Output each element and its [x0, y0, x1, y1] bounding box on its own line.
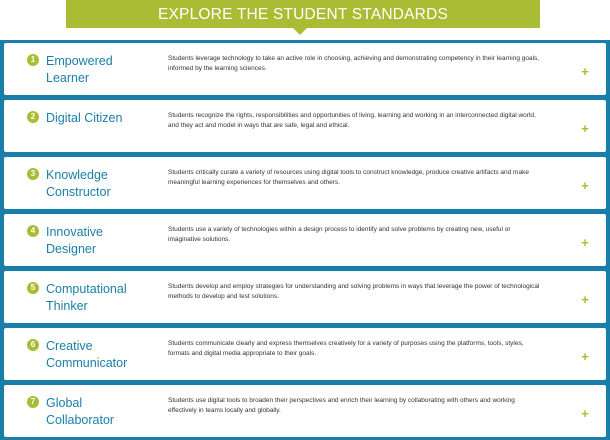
expand-plus-icon[interactable]: + — [581, 64, 589, 79]
standards-panel — [0, 40, 610, 440]
standard-title-line: Creative — [46, 339, 93, 353]
standard-title-line: Global — [46, 396, 83, 410]
expand-plus-icon[interactable]: + — [581, 235, 589, 250]
standard-number-badge: 5 — [27, 282, 39, 294]
standard-title-line: Knowledge — [46, 168, 108, 182]
standard-title — [46, 395, 156, 429]
expand-plus-icon[interactable]: + — [581, 349, 589, 364]
standard-title — [46, 338, 156, 372]
standard-description: Students use digital tools to broaden their perspectives and enrich their learning by collaborating with others and working effectively in teams locally and globally. — [168, 397, 515, 414]
expand-plus-icon[interactable]: + — [581, 121, 589, 136]
expand-plus-icon[interactable]: + — [581, 406, 589, 421]
standard-title-line: Communicator — [46, 356, 128, 370]
standard-card-knowledge-constructor[interactable] — [4, 157, 606, 209]
standard-number-badge: 3 — [27, 168, 39, 180]
standard-number-badge: 7 — [27, 396, 39, 408]
standard-card-creative-communicator[interactable] — [4, 328, 606, 380]
standard-card-computational-thinker[interactable] — [4, 271, 606, 323]
standard-card-global-collaborator[interactable] — [4, 385, 606, 437]
standard-description: Students recognize the rights, responsibilities and opportunities of living, learning and working in an interconnected digital world, and they act and model in ways that are safe, legal and ethical. — [168, 112, 536, 129]
standard-description: Students develop and employ strategies for understanding and solving problems in ways that leverage the power of technological methods to develop and test solutions. — [168, 283, 540, 300]
standard-number-badge: 4 — [27, 225, 39, 237]
header-banner — [0, 0, 610, 40]
standard-card-innovative-designer[interactable] — [4, 214, 606, 266]
standard-card-digital-citizen[interactable] — [4, 100, 606, 152]
standard-description: Students critically curate a variety of resources using digital tools to construct knowledge, produce creative artifacts and make meaningful learning experiences for themselves and others. — [168, 169, 529, 186]
standard-card-empowered-learner[interactable] — [4, 43, 606, 95]
standard-title — [46, 224, 156, 258]
standard-title — [46, 110, 156, 127]
header-notch — [293, 28, 307, 35]
standard-title-line: Computational — [46, 282, 127, 296]
standard-number-badge: 6 — [27, 339, 39, 351]
expand-plus-icon[interactable]: + — [581, 178, 589, 193]
standard-number-badge: 2 — [27, 111, 39, 123]
standard-title-line: Learner — [46, 71, 90, 85]
expand-plus-icon[interactable]: + — [581, 292, 589, 307]
standard-title — [46, 167, 156, 201]
standard-title-line: Innovative — [46, 225, 103, 239]
standard-title-line: Empowered — [46, 54, 113, 68]
standard-description: Students communicate clearly and express themselves creatively for a variety of purposes using the platforms, tools, styles, formats and digital media appropriate to their goals. — [168, 340, 524, 357]
page-title: EXPLORE THE STUDENT STANDARDS — [66, 0, 540, 28]
standard-title-line: Digital Citizen — [46, 111, 123, 125]
standard-title-line: Thinker — [46, 299, 88, 313]
standard-title — [46, 53, 156, 87]
standard-title-line: Constructor — [46, 185, 111, 199]
standard-title — [46, 281, 156, 315]
standard-description: Students leverage technology to take an active role in choosing, achieving and demonstrating competency in their learning goals, informed by the learning sciences. — [168, 55, 540, 72]
standard-title-line: Collaborator — [46, 413, 115, 427]
standard-title-line: Designer — [46, 242, 97, 256]
standard-number-badge: 1 — [27, 54, 39, 66]
standard-description: Students use a variety of technologies within a design process to identify and solve problems by creating new, useful or imaginative solutions. — [168, 226, 511, 243]
